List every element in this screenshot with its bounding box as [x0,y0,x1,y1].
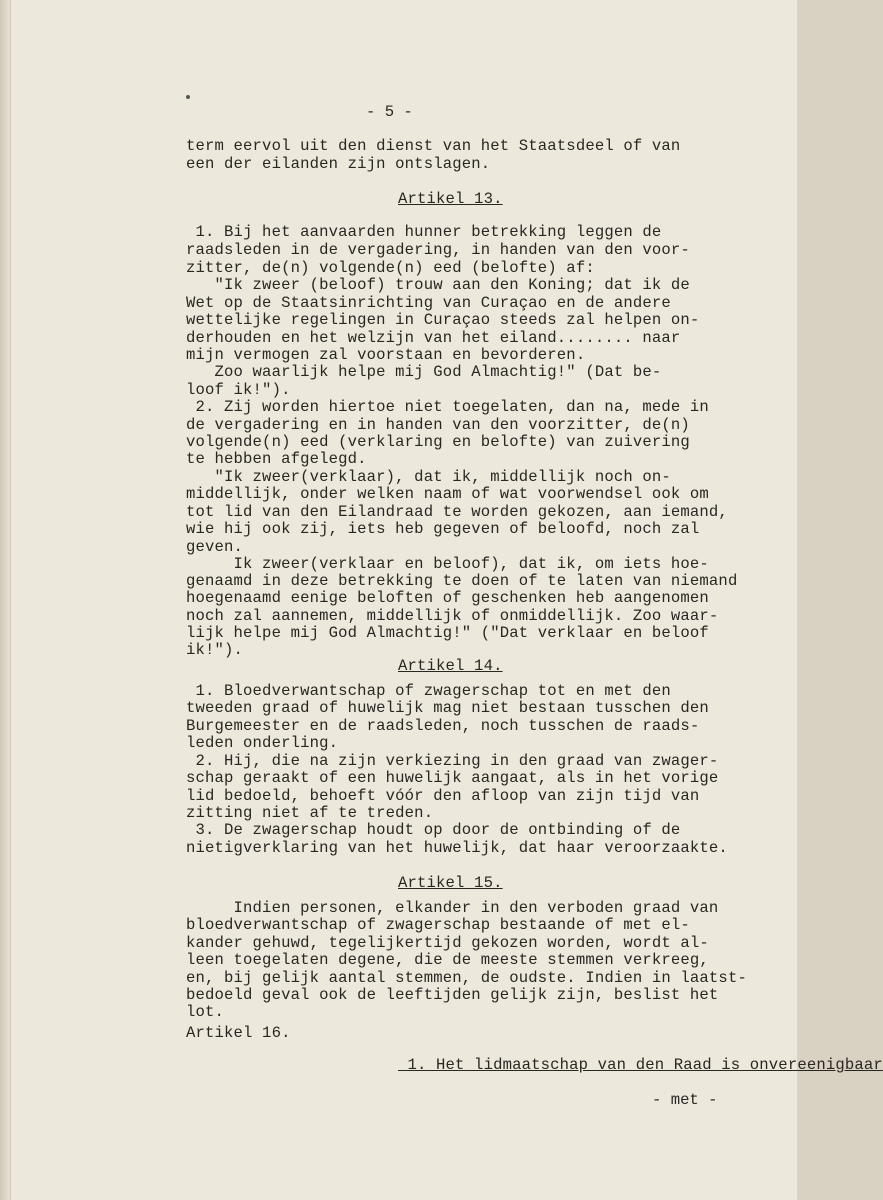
text-line: term eervol uit den dienst van het Staatsdeel of van [186,137,681,155]
text-line: raadsleden in de vergadering, in handen van den voor- [186,241,690,259]
text-line: leden onderling. [186,734,339,752]
text-line: genaamd in deze betrekking te doen of te laten van niemand [186,572,738,590]
text-line: wie hij ook zij, iets heb gegeven of beloofd, noch zal [186,520,700,538]
catchword: - met - [652,1091,718,1109]
text-line: bloedverwantschap of zwagerschap bestaande of met el- [186,916,690,934]
text-line: 3. De zwagerschap houdt op door de ontbinding of de [186,821,681,839]
text-line: 1. Bloedverwantschap of zwagerschap tot en met den [186,682,671,700]
text-line: Ik zweer(verklaar en beloof), dat ik, om iets hoe- [186,555,709,573]
text-line: 2. Hij, die na zijn verkiezing in den graad van zwager- [186,752,719,770]
text-line: Burgemeester en de raadsleden, noch tusschen de raads- [186,717,700,735]
text-line: een der eilanden zijn ontslagen. [186,155,491,173]
text-line: nietigverklaring van het huwelijk, dat haar veroorzaakte. [186,839,728,857]
text-line: te hebben afgelegd. [186,450,367,468]
text-line: ik!"). [186,641,244,659]
article-heading: Artikel 14. [398,657,503,675]
binding-edge [0,0,11,1200]
article-heading: Artikel 13. [398,190,503,208]
text-line: Indien personen, elkander in den verboden graad van [186,899,719,917]
text-line: Wet op de Staatsinrichting van Curaçao en de andere [186,294,671,312]
text-line: wettelijke regelingen in Curaçao steeds zal helpen on- [186,311,700,329]
text-line: leen toegelaten degene, die de meeste stemmen verkreeg, [186,951,709,969]
text-line: "Ik zweer (beloof) trouw aan den Koning; dat ik de [186,276,690,294]
text-line: de vergadering en in handen van den voorzitter, de(n) [186,416,690,434]
punch-mark [186,95,190,99]
text-line: loof ik!"). [186,381,291,399]
text-line: tot lid van den Eilandraad te worden gekozen, aan iemand, [186,503,728,521]
text-line: lijk helpe mij God Almachtig!" ("Dat verklaar en beloof [186,624,709,642]
page-number: - 5 - [366,103,413,121]
text-line: geven. [186,538,244,556]
text-line: tweeden graad of huwelijk mag niet bestaan tusschen den [186,699,709,717]
text-line: schap geraakt of een huwelijk aangaat, als in het vorige [186,769,719,787]
text-line: bedoeld geval ook de leeftijden gelijk zijn, beslist het [186,986,719,1004]
text-line: Zoo waarlijk helpe mij God Almachtig!" (Dat be- [186,363,662,381]
text-line: hoegenaamd eenige beloften of geschenken heb aangenomen [186,589,709,607]
text-line: "Ik zweer(verklaar), dat ik, middellijk noch on- [186,468,671,486]
text-line: volgende(n) eed (verklaring en belofte) van zuivering [186,433,690,451]
text-line: lid bedoeld, behoeft vóór den afloop van zijn tijd van [186,787,700,805]
text-line: Artikel 16. [186,1024,291,1042]
text-line: kander gehuwd, tegelijkertijd gekozen worden, wordt al- [186,934,709,952]
text-line: derhouden en het welzijn van het eiland........ naar [186,329,681,347]
text-line: zitter, de(n) volgende(n) eed (belofte) af: [186,259,595,277]
text-line: en, bij gelijk aantal stemmen, de oudste. Indien in laatst- [186,969,747,987]
text-line: zitting niet af te treden. [186,804,434,822]
text-line: noch zal aannemen, middellijk of onmiddellijk. Zoo waar- [186,607,719,625]
text-line: middellijk, onder welken naam of wat voorwendsel ook om [186,485,709,503]
text-line: lot. [186,1003,225,1021]
text-line: mijn vermogen zal voorstaan en bevorderen. [186,346,586,364]
article-heading: 1. Het lidmaatschap van den Raad is onvereenigbaar [398,1056,883,1074]
article-heading: Artikel 15. [398,874,503,892]
text-line: 1. Bij het aanvaarden hunner betrekking leggen de [186,223,662,241]
text-line: 2. Zij worden hiertoe niet toegelaten, dan na, mede in [186,398,709,416]
